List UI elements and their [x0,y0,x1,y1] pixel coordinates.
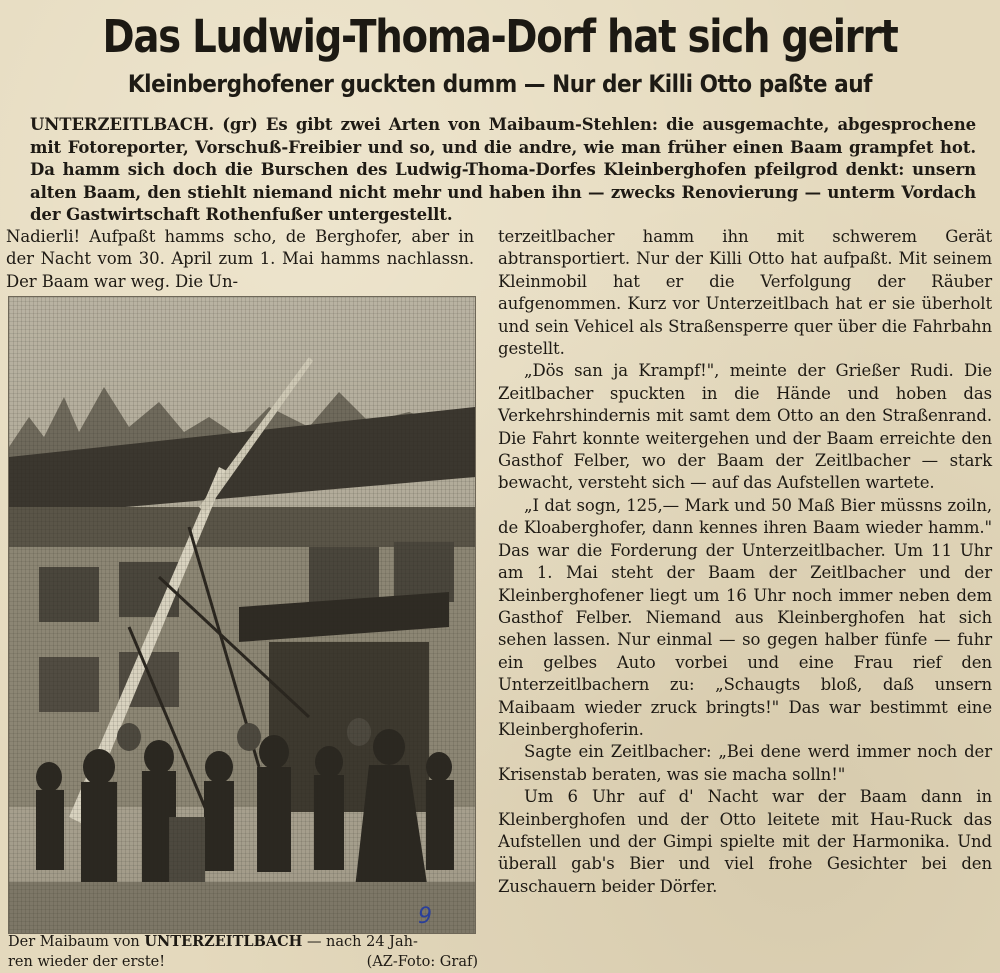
left-column-paragraph: Nadierli! Aufpaßt hamms scho, de Berghofer, aber in der Nacht vom 30. April zum 1. Mai hamms nachlassn. Der Baam war weg. Die Un- [6,227,474,291]
photo-credit: (AZ-Foto: Graf) [366,953,478,970]
maibaum-photo-illustration [9,297,475,933]
subheadline: Kleinberghofener guckten dumm — Nur der Killi Otto paßte auf [127,70,873,98]
lead-paragraph: UNTERZEITLBACH. (gr) Es gibt zwei Arten von Maibaum-Stehlen: die ausgemachte, abgesprochene mit Fotoreporter, Vorschuß-Freibier und so, und die andre, wie man früher einen Baam grampfet hot. Da hamm sich doch die Burschen des Ludwig-Thoma-Dorfes Kleinberghofen pfeilgrod denkt: unsern alten Baam, den stiehlt niemand nicht mehr und haben ihn — zwecks Renovierung — unterm Vordach der Gastwirtschaft Rothenfußer untergestellt. [30,115,976,225]
left-column [6,226,474,293]
right-column-paragraph: terzeitlbacher hamm ihn mit schwerem Gerät abtransportiert. Nur der Killi Otto hat aufpaßt. Mit seinem Kleinmobil hat er die Verfolgung der Räuber aufgenommen. Kurz vor Unterzeitlbach hat er sie überholt und sein Vehicel als Straßensperre quer über die Fahrbahn gestellt. [498,227,992,359]
handwritten-correction: 9 [418,904,432,929]
right-column-paragraph: „I dat sogn, 125,— Mark und 50 Maß Bier müssns zoiln, de Kloaberghofer, dann kennes ihren Baam wieder hamm." Das war die Forderung der Unterzeitlbacher. Um 11 Uhr am 1. Mai steht der Baam der Zeitlbacher und der Kleinberghofener liegt um 16 Uhr noch immer neben dem Gasthof Felber. Niemand aus Kleinberghofen hat sich sehen lassen. Nur einmal — so gegen halber fünfe — fuhr ein gelbes Auto vorbei und eine Frau rief den Unterzeitlbachern zu: „Schaugts bloß, daß unsern Maibaam wieder zruck bringts!" Das war bestimmt eine Kleinberghoferin. [498,495,992,739]
headline: Das Ludwig-Thoma-Dorf hat sich geirrt [102,10,898,63]
right-column-paragraph: Um 6 Uhr auf d' Nacht war der Baam dann in Kleinberghofen und der Otto leitete mit Hau-Ruck das Aufstellen und der Gimpi spielte mit der Harmonika. Und überall gab's Bier und viel frohe Gesichter bei den Zuschauern beider Dörfer. [498,787,992,896]
maibaum-photo [8,296,476,934]
right-column [498,226,992,898]
right-column-paragraph: „Dös san ja Krampf!", meinte der Grießer Rudi. Die Zeitlbacher spuckten in die Hände und hoben das Verkehrshindernis mit samt dem Otto an den Straßenrand. Die Fahrt konnte weitergehen und der Baam erreichte den Gasthof Felber, wo der Baam der Zeitlbacher — stark bewacht, versteht sich — auf das Aufstellen wartete. [498,361,992,493]
photo-caption [8,932,478,972]
right-column-paragraph: Sagte ein Zeitlbacher: „Bei dene werd immer noch der Krisenstab beraten, was sie macha solln!" [498,742,992,784]
caption-line-1: Der Maibaum von UNTERZEITLBACH — nach 24 Jah- [8,933,418,950]
caption-line-2: ren wieder der erste! (AZ-Foto: Graf) [8,953,478,973]
